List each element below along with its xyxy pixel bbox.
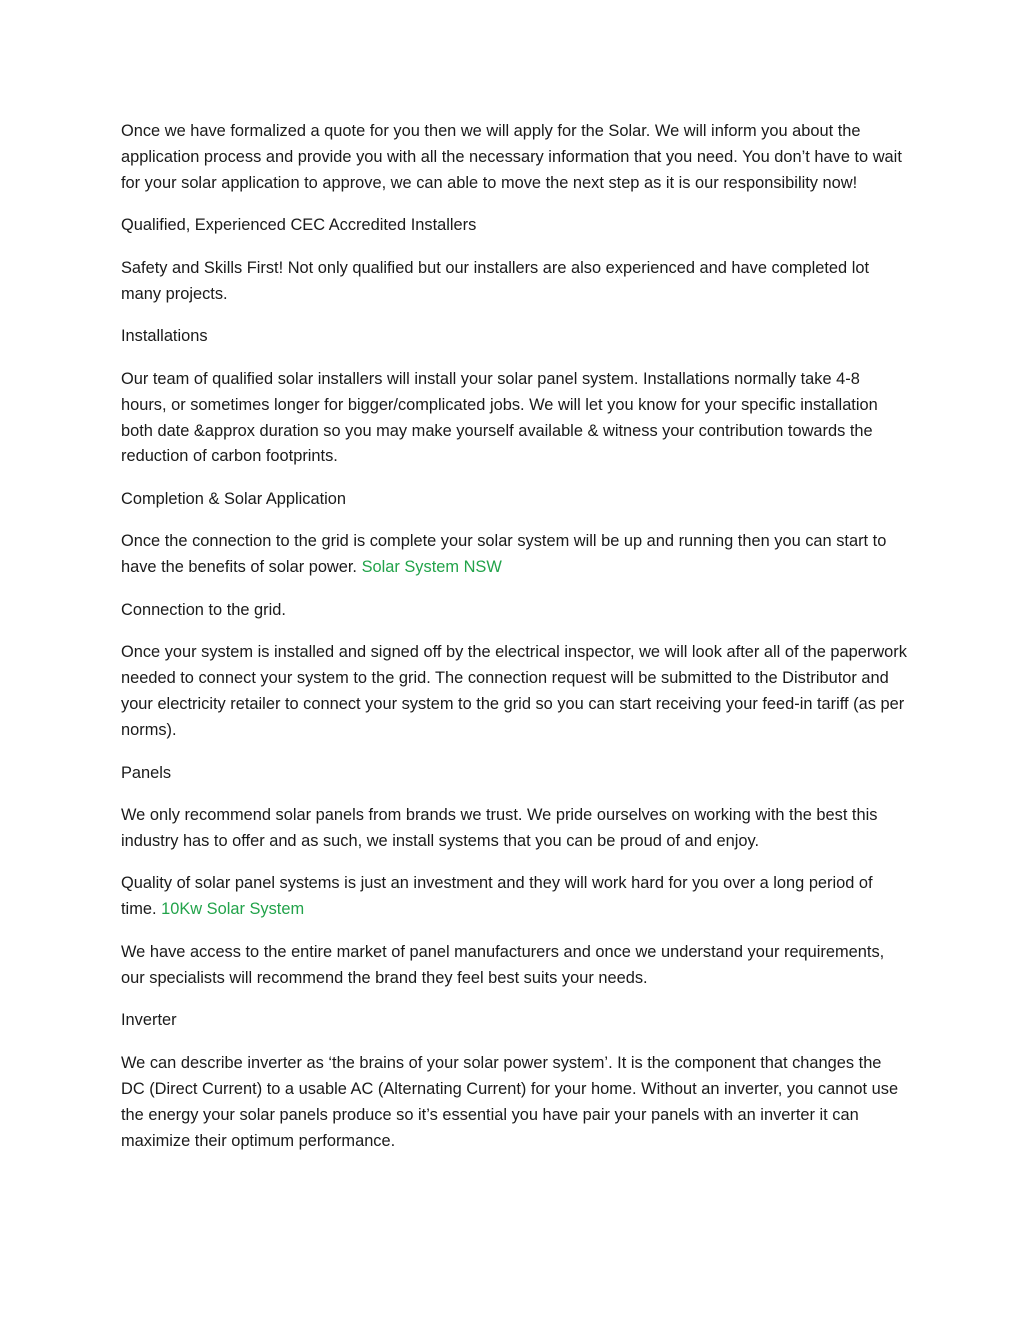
link-solar-system-nsw[interactable]: Solar System NSW — [361, 558, 502, 577]
paragraph-panels — [121, 803, 907, 855]
paragraph-installations — [121, 367, 907, 471]
heading-completion — [121, 487, 907, 513]
paragraph-text: Once we have formalized a quote for you then we will apply for the Solar. We will inform you about the application process and provide you with all the necessary information that you need. You don’t have to wait for your solar application to approve, we can able to move the next step as it is our responsibility now! — [121, 122, 902, 192]
paragraph-text: We only recommend solar panels from brands we trust. We pride ourselves on working with the best this industry has to offer and as such, we install systems that you can be proud of and enjoy. — [121, 806, 878, 850]
paragraph-text: We have access to the entire market of panel manufacturers and once we understand your requirements, our specialists will recommend the brand they feel best suits your needs. — [121, 942, 885, 987]
paragraph-quality — [121, 871, 907, 923]
document-page — [121, 119, 907, 1171]
paragraph-text: Safety and Skills First! Not only qualified but our installers are also experienced and have completed lot many projects. — [121, 258, 869, 303]
paragraph-market-access — [121, 940, 907, 992]
paragraph-text: Quality of solar panel systems is just an investment and they will work hard for you over a long period of time. — [121, 874, 873, 919]
link-10kw-solar-system[interactable]: 10Kw Solar System — [161, 900, 305, 919]
heading-text: Inverter — [121, 1011, 177, 1030]
paragraph-completion — [121, 529, 907, 581]
heading-text: Connection to the grid. — [121, 600, 286, 619]
heading-text: Qualified, Experienced CEC Accredited Installers — [121, 216, 477, 235]
paragraph-solar-application — [121, 119, 907, 197]
paragraph-text: Our team of qualified solar installers will install your solar panel system. Installations normally take 4-8 hours, or sometimes longer for bigger/complicated jobs. We will let you know for your specific installation both date &approx duration so you may make yourself available & witness your contribution towards the reduction of carbon footprints. — [121, 369, 878, 466]
heading-inverter — [121, 1008, 907, 1034]
heading-text: Installations — [121, 327, 208, 346]
heading-connection — [121, 598, 907, 624]
heading-installations — [121, 324, 907, 350]
paragraph-inverter — [121, 1051, 907, 1155]
paragraph-text: Once the connection to the grid is complete your solar system will be up and running then you can start to have the benefits of solar power. — [121, 532, 887, 577]
heading-text: Panels — [121, 763, 172, 782]
heading-cec-installers — [121, 213, 907, 239]
paragraph-safety — [121, 256, 907, 308]
heading-panels — [121, 761, 907, 787]
paragraph-connection — [121, 640, 907, 744]
paragraph-text: Once your system is installed and signed off by the electrical inspector, we will look after all of the paperwork needed to connect your system to the grid. The connection request will be submitted to the Distributor and your electricity retailer to connect your system to the grid so you can start receiving your feed-in tariff (as per norms). — [121, 643, 907, 740]
heading-text: Completion & Solar Application — [121, 489, 347, 508]
paragraph-text: We can describe inverter as ‘the brains of your solar power system’. It is the component that changes the DC (Direct Current) to a usable AC (Alternating Current) for your home. Without an inverter, you cannot use the energy your solar panels produce so it’s essential you have pair your panels with an inverter it can maximize their optimum performance. — [121, 1053, 899, 1150]
